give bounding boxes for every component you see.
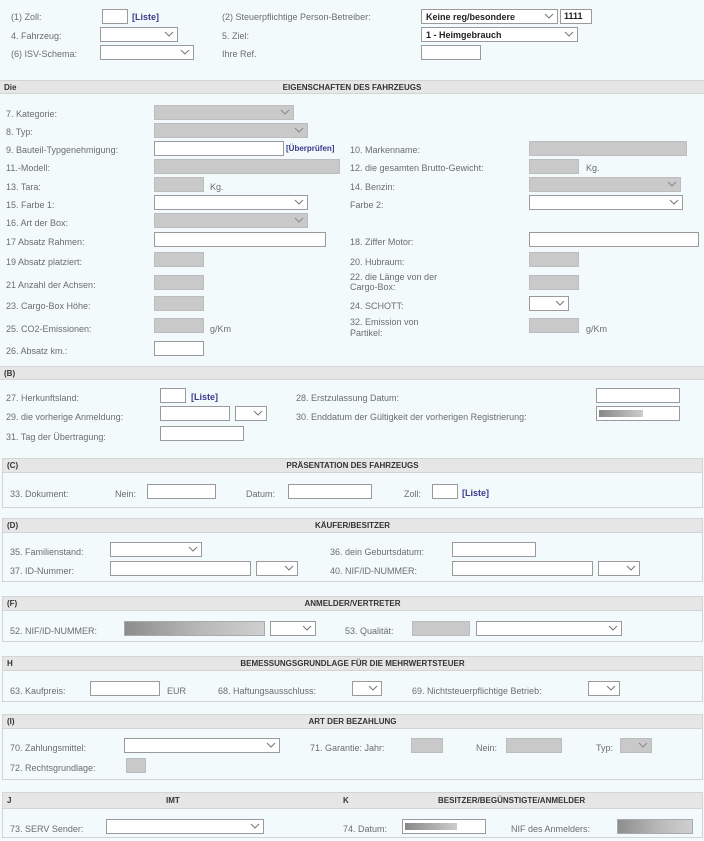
person-select-value: Keine reg/besondere xyxy=(426,12,516,22)
anmelder-nif-k-label: NIF des Anmelders: xyxy=(511,824,591,834)
rahmen-label: 17 Absatz Rahmen: xyxy=(6,237,85,247)
id-input[interactable] xyxy=(110,561,251,576)
qualitaet-label: 53. Qualität: xyxy=(345,626,394,636)
partikel-input[interactable] xyxy=(529,318,579,333)
imt-title: IMT xyxy=(166,796,180,805)
vorherige-label: 29. die vorherige Anmeldung: xyxy=(6,412,124,422)
familienstand-select[interactable] xyxy=(110,542,202,557)
uebertragung-input[interactable] xyxy=(160,426,244,441)
benzin-select[interactable] xyxy=(529,177,681,192)
dokument-datum-label: Datum: xyxy=(246,489,276,499)
ziel-select-value: 1 - Heimgebrauch xyxy=(426,30,502,40)
typ-select[interactable] xyxy=(154,123,308,138)
brutto-unit: Kg. xyxy=(586,163,600,173)
person-label: (2) Steuerpflichtige Person-Betreiber: xyxy=(222,12,371,22)
eigenschaften-header xyxy=(0,80,704,94)
zoll-label: (1) Zoll: xyxy=(11,12,42,22)
platziert-input[interactable] xyxy=(154,252,204,267)
person-select[interactable] xyxy=(421,9,558,24)
chevron-down-icon xyxy=(294,199,304,206)
nif-label: 40. NIF/ID-NUMMER: xyxy=(330,566,418,576)
tara-label: 13. Tara: xyxy=(6,182,41,192)
section-label: Die xyxy=(4,83,17,92)
ref-label: Ihre Ref. xyxy=(222,49,257,59)
cargohoehe-label: 23. Cargo-Box Höhe: xyxy=(6,301,91,311)
chevron-down-icon xyxy=(626,565,636,572)
rechts-label: 72. Rechtsgrundlage: xyxy=(10,763,96,773)
rahmen-input[interactable] xyxy=(154,232,326,247)
partikel-label: 32. Emission von xyxy=(350,317,419,327)
haftung-label: 68. Haftungsausschluss: xyxy=(218,686,317,696)
id-label: 37. ID-Nummer: xyxy=(10,566,75,576)
km-input[interactable] xyxy=(154,341,204,356)
modell-input[interactable] xyxy=(154,159,340,174)
dokument-list-link[interactable]: [Liste] xyxy=(462,488,489,498)
motor-label: 18. Ziffer Motor: xyxy=(350,237,414,247)
co2-unit: g/Km xyxy=(210,324,232,334)
chevron-down-icon xyxy=(250,823,260,830)
ref-input[interactable] xyxy=(421,45,481,60)
bauteil-label: 9. Bauteil-Typgenehmigung: xyxy=(6,145,119,155)
typ-label: 8. Typ: xyxy=(6,127,33,137)
dokument-nein-label: Nein: xyxy=(115,489,137,499)
partikel-label-2: Partikel: xyxy=(350,328,383,338)
imt-datum-label: 74. Datum: xyxy=(343,824,388,834)
chevron-down-icon xyxy=(606,685,616,692)
ziel-label: 5. Ziel: xyxy=(222,31,250,41)
markenname-input[interactable] xyxy=(529,141,687,156)
section-title: BEMESSUNGSGRUNDLAGE FÜR DIE MEHRWERTSTEUER xyxy=(240,659,465,668)
chevron-down-icon xyxy=(253,410,263,417)
section-label-k: K xyxy=(343,796,349,805)
markenname-label: 10. Markenname: xyxy=(350,145,421,155)
chevron-down-icon xyxy=(180,49,190,56)
nicht-select[interactable] xyxy=(588,681,620,696)
chevron-down-icon xyxy=(188,546,198,553)
laenge-label-2: Cargo-Box: xyxy=(350,282,396,292)
serv-select[interactable] xyxy=(106,819,264,834)
garantie-nein-label: Nein: xyxy=(476,743,498,753)
praesentation-section xyxy=(2,458,703,508)
chevron-down-icon xyxy=(266,742,276,749)
box-label: 16. Art der Box: xyxy=(6,218,69,228)
herkunft-label: 27. Herkunftsland: xyxy=(6,393,80,403)
dokument-label: 33. Dokument: xyxy=(10,489,69,499)
anmelder-nif-input[interactable] xyxy=(124,621,265,636)
kategorie-select[interactable] xyxy=(154,105,294,120)
nif-input[interactable] xyxy=(452,561,593,576)
chevron-down-icon xyxy=(638,742,648,749)
kaufpreis-label: 63. Kaufpreis: xyxy=(10,686,66,696)
section-label: (C) xyxy=(7,461,19,470)
vorherige-input[interactable] xyxy=(160,406,230,421)
motor-input[interactable] xyxy=(529,232,699,247)
km-label: 26. Absatz km.: xyxy=(6,346,68,356)
achsen-input[interactable] xyxy=(154,275,204,290)
section-label: (B) xyxy=(4,369,16,378)
chevron-down-icon xyxy=(294,217,304,224)
chevron-down-icon xyxy=(544,13,554,20)
dokument-zoll-label: Zoll: xyxy=(404,489,422,499)
fahrzeug-select[interactable] xyxy=(100,27,178,42)
section-title: ART DER BEZAHLUNG xyxy=(308,717,397,726)
erstzulassung-label: 28. Erstzulassung Datum: xyxy=(296,393,400,403)
uebertragung-label: 31. Tag der Übertragung: xyxy=(6,432,106,442)
isv-label: (6) ISV-Schema: xyxy=(11,49,78,59)
fahrzeug-label: 4. Fahrzeug: xyxy=(11,31,62,41)
besitzer-title: BESITZER/BEGÜNSTIGTE/ANMELDER xyxy=(438,796,586,805)
chevron-down-icon xyxy=(667,181,677,188)
enddatum-input[interactable] xyxy=(596,406,680,421)
anmelder-nif-label: 52. NIF/ID-NUMMER: xyxy=(10,626,98,636)
partikel-unit: g/Km xyxy=(586,324,608,334)
kategorie-label: 7. Kategorie: xyxy=(6,109,58,119)
herkunft-input[interactable] xyxy=(160,388,186,403)
dokument-zoll-input[interactable] xyxy=(432,484,458,499)
chevron-down-icon xyxy=(164,31,174,38)
id-select[interactable] xyxy=(256,561,298,576)
ueberpruefen-link[interactable]: [Überprüfen] xyxy=(286,144,335,153)
garantie-typ-label: Typ: xyxy=(596,743,614,753)
qualitaet-code-input[interactable] xyxy=(412,621,470,636)
haftung-select[interactable] xyxy=(352,681,382,696)
serv-label: 73. SERV Sender: xyxy=(10,824,84,834)
chevron-down-icon xyxy=(284,565,294,572)
co2-input[interactable] xyxy=(154,318,204,333)
anmelder-nif-k-input[interactable] xyxy=(617,819,693,834)
erstzulassung-input[interactable] xyxy=(596,388,680,403)
tara-unit: Kg. xyxy=(210,182,224,192)
chevron-down-icon xyxy=(564,31,574,38)
chevron-down-icon xyxy=(294,127,304,134)
geburtsdatum-input[interactable] xyxy=(452,542,536,557)
vorherige-select[interactable] xyxy=(235,406,267,421)
chevron-down-icon xyxy=(555,300,565,307)
garantie-typ-select[interactable] xyxy=(620,738,652,753)
farbe2-select[interactable] xyxy=(529,195,683,210)
section-title: EIGENSCHAFTEN DES FAHRZEUGS xyxy=(282,83,422,92)
chevron-down-icon xyxy=(669,199,679,206)
b-header xyxy=(0,366,704,380)
section-title: ANMELDER/VERTRETER xyxy=(304,599,401,608)
nif-select[interactable] xyxy=(598,561,640,576)
garantie-nein-input[interactable] xyxy=(506,738,562,753)
cargohoehe-input[interactable] xyxy=(154,296,204,311)
section-label: J xyxy=(7,796,12,805)
achsen-label: 21 Anzahl der Achsen: xyxy=(6,280,96,290)
chevron-down-icon xyxy=(608,625,618,632)
garantie-jahr-input[interactable] xyxy=(411,738,443,753)
rechts-input[interactable] xyxy=(126,758,146,773)
zahlung-select[interactable] xyxy=(124,738,280,753)
isv-select[interactable] xyxy=(100,45,194,60)
section-label: H xyxy=(7,659,13,668)
zahlung-label: 70. Zahlungsmittel: xyxy=(10,743,87,753)
herkunft-list-link[interactable]: [Liste] xyxy=(191,392,218,402)
section-label: (D) xyxy=(7,521,19,530)
platziert-label: 19 Absatz platziert: xyxy=(6,257,83,267)
chevron-down-icon xyxy=(302,625,312,632)
qualitaet-select[interactable] xyxy=(476,621,622,636)
nicht-label: 69. Nichtsteuerpflichtige Betrieb: xyxy=(412,686,542,696)
modell-label: 11.-Modell: xyxy=(6,163,50,173)
kaufpreis-input[interactable] xyxy=(90,681,160,696)
farbe1-select[interactable] xyxy=(154,195,308,210)
chevron-down-icon xyxy=(280,109,290,116)
section-title: PRÄSENTATION DES FAHRZEUGS xyxy=(286,461,419,470)
garantie-label: 71. Garantie: Jahr: xyxy=(310,743,385,753)
laenge-label: 22. die Länge von der xyxy=(350,272,438,282)
laenge-input[interactable] xyxy=(529,275,579,290)
hubraum-label: 20. Hubraum: xyxy=(350,257,405,267)
farbe1-label: 15. Farbe 1: xyxy=(6,200,55,210)
person-code-value: 1111 xyxy=(564,11,583,21)
dokument-nein-input[interactable] xyxy=(147,484,216,499)
schott-label: 24. SCHOTT: xyxy=(350,301,404,311)
zoll-list-link[interactable]: [Liste] xyxy=(132,12,159,22)
imt-datum-input[interactable] xyxy=(402,819,486,834)
zoll-input[interactable] xyxy=(102,9,128,24)
co2-label: 25. CO2-Emissionen: xyxy=(6,324,92,334)
kaufpreis-unit: EUR xyxy=(167,686,187,696)
enddatum-label: 30. Enddatum der Gültigkeit der vorherigen Registrierung: xyxy=(296,412,527,422)
ziel-select[interactable] xyxy=(421,27,578,42)
schott-select[interactable] xyxy=(529,296,569,311)
bauteil-input[interactable] xyxy=(154,141,284,156)
section-label: (F) xyxy=(7,599,18,608)
section-title: KÄUFER/BESITZER xyxy=(314,521,391,530)
farbe2-label: Farbe 2: xyxy=(350,200,384,210)
benzin-label: 14. Benzin: xyxy=(350,182,396,192)
anmelder-nif-select[interactable] xyxy=(270,621,316,636)
tara-input[interactable] xyxy=(154,177,204,192)
brutto-label: 12. die gesamten Brutto-Gewicht: xyxy=(350,163,484,173)
dokument-datum-input[interactable] xyxy=(288,484,372,499)
brutto-input[interactable] xyxy=(529,159,579,174)
geburtsdatum-label: 36. dein Geburtsdatum: xyxy=(330,547,425,557)
hubraum-input[interactable] xyxy=(529,252,579,267)
chevron-down-icon xyxy=(368,685,378,692)
person-code-input[interactable] xyxy=(560,9,592,24)
familienstand-label: 35. Familienstand: xyxy=(10,547,84,557)
box-select[interactable] xyxy=(154,213,308,228)
section-label: (I) xyxy=(7,717,15,726)
